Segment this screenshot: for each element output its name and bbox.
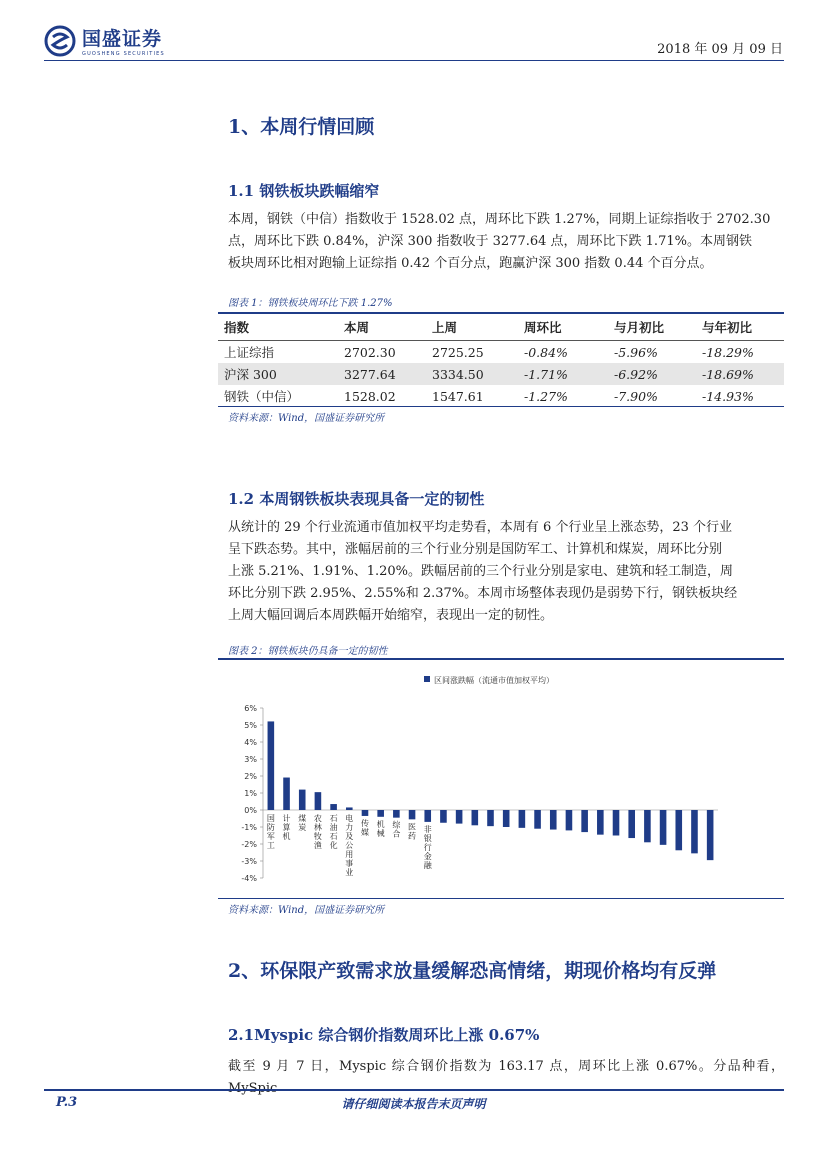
- bar: [315, 792, 322, 810]
- table-cell: -6.92%: [608, 363, 696, 385]
- body-line: 从统计的 29 个行业流通市值加权平均走势看，本周有 6 个行业呈上涨态势，23 个行业: [228, 520, 733, 535]
- section-2-1-title: 2.1Myspic 综合钢价指数周环比上涨 0.67%: [228, 1026, 540, 1044]
- bar: [346, 807, 353, 810]
- y-tick-label: -4%: [241, 874, 257, 883]
- table-cell: 1528.02: [344, 388, 396, 404]
- legend-swatch: [424, 676, 430, 682]
- section-2-1-body: 截至 9 月 7 日，Myspic 综合钢价指数为 163.17 点，周环比上涨 0.67%。分品种看，: [228, 1059, 784, 1074]
- section-1-1-body: [228, 209, 784, 275]
- bar: [519, 810, 526, 828]
- bar: [534, 810, 541, 829]
- x-tick-label: 传媒: [360, 818, 369, 837]
- section-1-title: 1、本周行情回顾: [228, 116, 375, 138]
- bar: [613, 810, 620, 836]
- bar: [628, 810, 635, 838]
- table-cell: -18.29%: [702, 344, 754, 360]
- section-1-1-title: 1.1 钢铁板块跌幅缩窄: [228, 182, 380, 200]
- table-cell: -7.90%: [614, 388, 658, 404]
- index-table: [218, 312, 784, 407]
- x-tick-label: 电力及公用事业: [345, 814, 354, 877]
- y-tick-label: 4%: [244, 738, 257, 747]
- table-cell: 2702.30: [344, 344, 396, 360]
- section-1-2-title: 1.2 本周钢铁板块表现具备一定的韧性: [228, 490, 485, 508]
- industry-bar-chart: [218, 662, 784, 896]
- body-line: 板块周环比相对跑输上证综指 0.42 个百分点，跑赢沪深 300 指数 0.44 个百分点。: [228, 256, 713, 271]
- footer-disclaimer: 请仔细阅读本报告末页声明: [341, 1097, 486, 1111]
- x-tick-label: 农林牧渔: [313, 814, 322, 850]
- table-cell: 3334.50: [426, 363, 518, 385]
- bar: [456, 810, 463, 824]
- x-tick-label: 石油石化: [329, 814, 338, 850]
- table-header: 本周: [338, 313, 426, 341]
- table-header: 与月初比: [608, 313, 696, 341]
- bar: [597, 810, 604, 835]
- table-cell: 钢铁（中信）: [224, 389, 300, 404]
- bar: [691, 810, 698, 853]
- table-row: [218, 363, 784, 385]
- table-cell: -5.96%: [614, 344, 658, 360]
- bar: [377, 810, 384, 817]
- x-tick-label: 国防军工: [266, 814, 275, 850]
- bar: [440, 810, 447, 823]
- y-tick-label: 3%: [244, 755, 257, 764]
- table-bottom-rule: [218, 406, 784, 407]
- table-cell: -18.69%: [696, 363, 784, 385]
- y-tick-label: 6%: [244, 704, 257, 713]
- body-line: 环比分别下跌 2.95%、2.55%和 2.37%。本周市场整体表现仍是弱势下行，钢铁板块经: [228, 586, 738, 601]
- y-tick-label: 2%: [244, 772, 257, 781]
- chart-caption: 图表 2：钢铁板块仍具备一定的韧性: [228, 646, 388, 657]
- table-row: [218, 385, 784, 407]
- chart-bottom-rule: [218, 898, 784, 899]
- bar: [550, 810, 557, 830]
- table-header: 与年初比: [696, 313, 784, 341]
- chart-source: 资料来源：Wind，国盛证券研究所: [228, 905, 385, 916]
- body-line: 呈下跌态势。其中，涨幅居前的三个行业分别是国防军工、计算机和煤炭，周环比分别: [228, 542, 723, 557]
- table-row: [218, 341, 784, 364]
- y-tick-label: -3%: [241, 857, 257, 866]
- page-number: P.3: [56, 1095, 78, 1110]
- x-tick-label: 医药: [408, 822, 417, 841]
- bar: [472, 810, 479, 825]
- legend-label: 区间涨跌幅（流通市值加权平均）: [434, 676, 554, 685]
- table-cell: -1.27%: [524, 388, 568, 404]
- y-tick-label: 1%: [244, 789, 257, 798]
- brand-sub: GUOSHENG SECURITIES: [82, 51, 165, 57]
- y-tick-label: 5%: [244, 721, 257, 730]
- brand-logo: [44, 24, 165, 57]
- bar: [581, 810, 588, 832]
- y-tick-label: -2%: [241, 840, 257, 849]
- bar: [268, 721, 275, 810]
- footer-rule: [44, 1089, 784, 1091]
- table-1-source: 资料来源：Wind，国盛证券研究所: [228, 413, 385, 424]
- report-date: 2018 年 09 月 09 日: [657, 42, 783, 57]
- y-tick-label: -1%: [241, 823, 257, 832]
- table-cell: -1.71%: [518, 363, 608, 385]
- body-line: 上周大幅回调后本周跌幅开始缩窄，表现出一定的韧性。: [228, 608, 554, 623]
- bar: [675, 810, 682, 850]
- bar: [393, 810, 400, 818]
- section-2-title: 2、环保限产致需求放量缓解恐高情绪，期现价格均有反弹: [228, 960, 717, 982]
- bar: [566, 810, 573, 830]
- bar: [299, 790, 306, 810]
- brand-name: 国盛证券: [82, 28, 163, 50]
- body-line: 点，周环比下跌 0.84%，沪深 300 指数收于 3277.64 点，周环比下跌 1.71%。本周钢铁: [228, 234, 752, 249]
- bar: [283, 778, 290, 810]
- bar: [487, 810, 494, 826]
- bar: [330, 804, 337, 810]
- x-tick-label: 综合: [392, 820, 401, 839]
- chart-top-rule: [218, 658, 784, 660]
- table-header: 上周: [426, 313, 518, 341]
- table-cell: 上证综指: [224, 345, 275, 360]
- y-tick-label: 0%: [244, 806, 257, 815]
- bar: [409, 810, 416, 819]
- bar: [362, 810, 369, 816]
- table-cell: 3277.64: [338, 363, 426, 385]
- table-1-caption: 图表 1：钢铁板块周环比下跌 1.27%: [228, 298, 393, 309]
- table-header-row: [218, 313, 784, 341]
- x-tick-label: 煤炭: [298, 814, 307, 832]
- body-line: 本周，钢铁（中信）指数收于 1528.02 点，周环比下跌 1.27%，同期上证综指收于 2702.30: [228, 212, 771, 227]
- bar: [660, 810, 667, 845]
- bar: [424, 810, 431, 822]
- bar: [707, 810, 714, 860]
- x-tick-label: 计算机: [282, 814, 291, 841]
- section-1-2-body: [228, 517, 784, 627]
- guosheng-logo-icon: [44, 25, 76, 57]
- bar: [644, 810, 651, 842]
- table-cell: -0.84%: [524, 344, 568, 360]
- table-cell: 1547.61: [432, 388, 484, 404]
- bar: [503, 810, 510, 827]
- table-cell: 沪深 300: [218, 363, 338, 385]
- table-header: 周环比: [518, 313, 608, 341]
- x-tick-label: 机械: [376, 819, 385, 838]
- table-cell: 2725.25: [432, 344, 484, 360]
- table-cell: -14.93%: [702, 388, 754, 404]
- body-line: 上涨 5.21%、1.91%、1.20%。跌幅居前的三个行业分别是家电、建筑和轻工制造，周: [228, 564, 734, 579]
- table-header: 指数: [218, 313, 338, 341]
- x-tick-label: 非银行金融: [423, 824, 432, 870]
- header-rule: [44, 60, 784, 61]
